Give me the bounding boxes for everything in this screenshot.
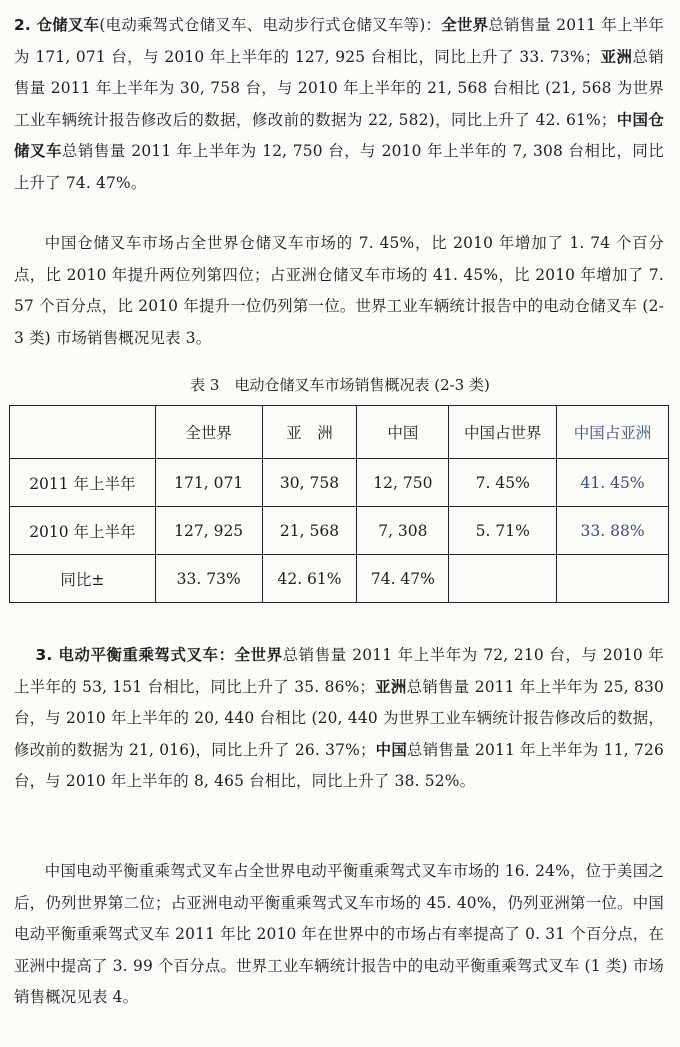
section3-asia-label: 亚洲 xyxy=(375,677,407,696)
table-cell: 21, 568 xyxy=(262,507,357,555)
section2-paragraph1 xyxy=(14,10,664,199)
table-row xyxy=(10,459,669,507)
table-cell: 12, 750 xyxy=(357,459,449,507)
section2-text2: 总销售量 2011 年上半年为 171, 071 台，与 2010 年上半年的 127, 925 台相比，同比上升了 33. 73%； xyxy=(14,16,664,66)
section2-world-label: 全世界 xyxy=(441,16,489,34)
table-cell: 5. 71% xyxy=(449,507,557,555)
header-cell: 全世界 xyxy=(155,406,262,459)
table-row xyxy=(10,507,669,555)
section2-text3: 总销售量 2011 年上半年为 30, 758 台，与 2010 年上半年的 21, 568 台相比 (21, 568 为世界工业车辆统计报告修改后的数据，修改前的数据为 22, 582)，同比上升了 42. 61%； xyxy=(14,47,664,129)
section2-text4: 总销售量 2011 年上半年为 12, 750 台，与 2010 年上半年的 7, 308 台相比，同比上升了 74. 47%。 xyxy=(14,142,664,192)
table-cell: 41. 45% xyxy=(557,459,669,507)
table-cell xyxy=(449,555,557,603)
section3-text1: 总销售量 2011 年上半年为 72, 210 台，与 2010 年上半年的 53, 151 台相比，同比上升了 35. 86%； xyxy=(14,646,664,696)
section2-heading: 2. 仓储叉车 xyxy=(14,16,100,34)
table-cell: 7, 308 xyxy=(357,507,449,555)
section3-paragraph2: 中国电动平衡重乘驾式叉车占全世界电动平衡重乘驾式叉车市场的 16. 24%，位于美国之后，仍列世界第二位；占亚洲电动平衡重乘驾式叉车市场的 45. 40%，仍列亚洲第一位。中国电动平衡重乘驾式叉车 2011 年比 2010 年在世界中的市场占有率提高了 0. 31 个百分点，在亚洲中提高了 3. 99 个百分点。世界工业车辆统计报告中的电动平衡重乘驾式叉车 (1 类) 市场销售概况见表 4。 xyxy=(14,862,664,1006)
section3-world-label: 全世界 xyxy=(234,646,283,664)
table-cell: 74. 47% xyxy=(357,555,449,603)
section2-asia-label: 亚洲 xyxy=(600,47,633,66)
table3-caption: 表 3 电动仓储叉车市场销售概况表 (2-3 类) xyxy=(190,376,490,394)
table3 xyxy=(9,405,669,603)
table-row xyxy=(10,555,669,603)
table-cell: 7. 45% xyxy=(449,459,557,507)
header-cell: 中国占世界 xyxy=(449,406,557,459)
row-label-cell: 2010 年上半年 xyxy=(10,507,156,555)
header-cell: 中国 xyxy=(357,406,449,459)
table-cell: 30, 758 xyxy=(262,459,357,507)
row-label-cell: 同比± xyxy=(10,555,156,603)
section3-heading: 3. 电动平衡重乘驾式叉车： xyxy=(35,646,235,664)
table-cell: 42. 61% xyxy=(262,555,357,603)
section2-text1: (电动乘驾式仓储叉车、电动步行式仓储叉车等)： xyxy=(99,16,442,34)
table-cell: 33. 73% xyxy=(155,555,262,603)
section2-paragraph2: 中国仓储叉车市场占全世界仓储叉车市场的 7. 45%，比 2010 年增加了 1. 74 个百分点，比 2010 年提升两位列第四位；占亚洲仓储叉车市场的 41. 45%，比 2010 年增加了 7. 57 个百分点，比 2010 年提升一位仍列第一位。世界工业车辆统计报告中的电动仓储叉车 (2-3 类) 市场销售概况见表 3。 xyxy=(14,234,664,347)
header-cell: 中国占亚洲 xyxy=(557,406,669,459)
table-cell xyxy=(557,555,669,603)
table-cell: 33. 88% xyxy=(557,507,669,555)
row-label-cell: 2011 年上半年 xyxy=(10,459,156,507)
section3-paragraph1 xyxy=(14,640,664,798)
table-cell: 127, 925 xyxy=(155,507,262,555)
header-cell: 亚 洲 xyxy=(262,406,357,459)
section3-china-label: 中国 xyxy=(375,740,408,759)
table-cell: 171, 071 xyxy=(155,459,262,507)
header-cell xyxy=(10,406,156,459)
section3-text3: 总销售量 2011 年上半年为 11, 726 台，与 2010 年上半年的 8, 465 台相比，同比上升了 38. 52%。 xyxy=(14,740,665,790)
table-header-row xyxy=(10,406,669,459)
section2-china-label: 中国仓储叉车 xyxy=(14,110,664,160)
section3-text2: 总销售量 2011 年上半年为 25, 830 台，与 2010 年上半年的 20, 440 台相比 (20, 440 为世界工业车辆统计报告修改后的数据，修改前的数据为 21, 016)，同比上升了 26. 37%； xyxy=(14,677,664,759)
